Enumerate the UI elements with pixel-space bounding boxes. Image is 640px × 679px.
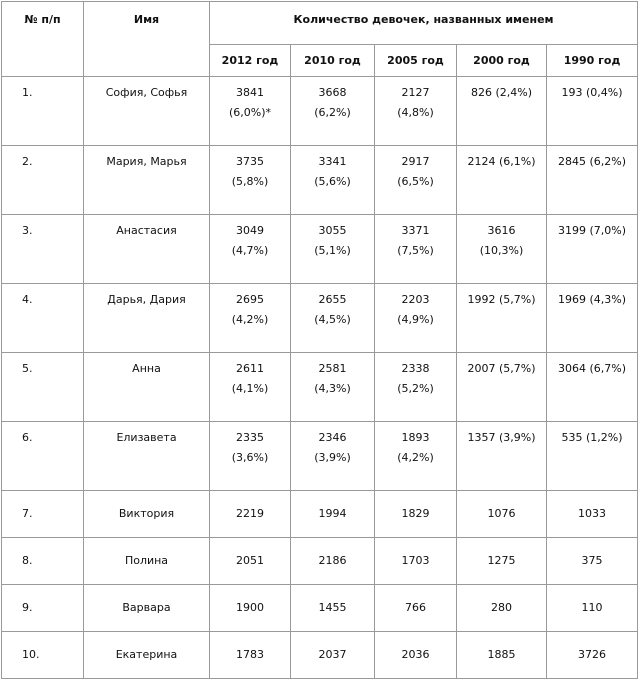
count-value: 2186 bbox=[318, 554, 347, 567]
count-cell bbox=[375, 585, 457, 632]
count-value: 2037 bbox=[318, 648, 347, 661]
count-cell bbox=[457, 353, 547, 422]
row-name: Дарья, Дария bbox=[84, 284, 210, 353]
count-cell bbox=[375, 632, 457, 679]
header-group: Количество девочек, названных именем bbox=[210, 2, 638, 45]
header-row-top bbox=[2, 2, 638, 45]
count-value: 2127 bbox=[401, 86, 430, 99]
row-number: 9. bbox=[2, 585, 84, 632]
count-value: 1357 (3,9%) bbox=[467, 431, 536, 444]
count-value: 2203 bbox=[401, 293, 430, 306]
count-cell bbox=[375, 146, 457, 215]
count-cell bbox=[291, 538, 375, 585]
count-value: (6,2%) bbox=[314, 106, 351, 119]
count-value: (3,6%) bbox=[231, 451, 269, 464]
count-value: (3,9%) bbox=[314, 451, 351, 464]
count-value: 2581 bbox=[318, 362, 347, 375]
count-value: 3616 bbox=[487, 224, 516, 237]
row-name: София, Софья bbox=[84, 77, 210, 146]
count-value: 1969 (4,3%) bbox=[558, 293, 627, 306]
count-value: 2611 bbox=[236, 362, 264, 375]
count-cell bbox=[547, 538, 638, 585]
count-value: 1885 bbox=[487, 648, 516, 661]
count-cell bbox=[291, 585, 375, 632]
row-number: 8. bbox=[2, 538, 84, 585]
table-row bbox=[2, 585, 638, 632]
count-value: (6,0%)* bbox=[228, 106, 272, 119]
count-value: 2845 (6,2%) bbox=[558, 155, 627, 168]
table-row bbox=[2, 77, 638, 146]
count-cell bbox=[457, 215, 547, 284]
count-cell bbox=[547, 146, 638, 215]
count-cell bbox=[375, 538, 457, 585]
count-cell bbox=[457, 632, 547, 679]
count-value: (4,7%) bbox=[231, 244, 269, 257]
header-num: № п/п bbox=[2, 2, 84, 77]
count-value: (4,8%) bbox=[397, 106, 434, 119]
count-cell bbox=[457, 585, 547, 632]
count-value: 3055 bbox=[318, 224, 347, 237]
count-value: 375 bbox=[581, 554, 603, 567]
count-value: 3049 bbox=[236, 224, 264, 237]
count-value: 1783 bbox=[236, 648, 264, 661]
count-cell bbox=[547, 422, 638, 491]
header-year: 2000 год bbox=[457, 45, 547, 77]
row-number: 10. bbox=[2, 632, 84, 679]
row-name: Екатерина bbox=[84, 632, 210, 679]
count-value: 280 bbox=[491, 601, 512, 614]
count-value: 1900 bbox=[236, 601, 264, 614]
count-value: 3668 bbox=[318, 86, 347, 99]
count-cell bbox=[210, 77, 291, 146]
row-number: 7. bbox=[2, 491, 84, 538]
count-value: (5,6%) bbox=[314, 175, 351, 188]
count-value: (4,2%) bbox=[231, 313, 269, 326]
count-value: (4,2%) bbox=[397, 451, 434, 464]
count-cell bbox=[457, 422, 547, 491]
count-value: 1455 bbox=[318, 601, 347, 614]
count-value: 110 bbox=[581, 601, 603, 614]
count-value: 3199 (7,0%) bbox=[558, 224, 627, 237]
count-cell bbox=[375, 491, 457, 538]
row-name: Мария, Марья bbox=[84, 146, 210, 215]
count-cell bbox=[547, 632, 638, 679]
count-cell bbox=[291, 77, 375, 146]
table-row bbox=[2, 353, 638, 422]
count-value: 3735 bbox=[236, 155, 264, 168]
count-cell bbox=[457, 146, 547, 215]
count-value: (7,5%) bbox=[397, 244, 434, 257]
count-value: 2219 bbox=[236, 507, 264, 520]
count-value: 766 bbox=[405, 601, 426, 614]
count-cell bbox=[547, 491, 638, 538]
row-name: Анастасия bbox=[84, 215, 210, 284]
count-cell bbox=[375, 422, 457, 491]
count-value: (4,3%) bbox=[314, 382, 351, 395]
count-value: 3841 bbox=[236, 86, 264, 99]
count-cell bbox=[291, 491, 375, 538]
count-cell bbox=[547, 284, 638, 353]
count-value: 3341 bbox=[318, 155, 347, 168]
count-cell bbox=[547, 215, 638, 284]
header-year: 2010 год bbox=[291, 45, 375, 77]
count-cell bbox=[291, 632, 375, 679]
count-value: 2036 bbox=[401, 648, 430, 661]
count-cell bbox=[547, 585, 638, 632]
row-name: Виктория bbox=[84, 491, 210, 538]
count-value: 2695 bbox=[236, 293, 264, 306]
count-value: 1076 bbox=[487, 507, 516, 520]
count-value: (4,1%) bbox=[231, 382, 269, 395]
count-value: 2051 bbox=[236, 554, 264, 567]
count-cell bbox=[210, 491, 291, 538]
row-number: 3. bbox=[2, 215, 84, 284]
count-cell bbox=[457, 284, 547, 353]
count-value: 3064 (6,7%) bbox=[558, 362, 627, 375]
table-row bbox=[2, 632, 638, 679]
row-number: 1. bbox=[2, 77, 84, 146]
count-value: 1893 bbox=[401, 431, 430, 444]
names-table bbox=[1, 1, 638, 679]
row-name: Анна bbox=[84, 353, 210, 422]
count-value: 193 (0,4%) bbox=[561, 86, 623, 99]
count-cell bbox=[210, 146, 291, 215]
row-number: 4. bbox=[2, 284, 84, 353]
count-value: (4,9%) bbox=[397, 313, 434, 326]
count-cell bbox=[291, 215, 375, 284]
table-row bbox=[2, 538, 638, 585]
count-cell bbox=[375, 353, 457, 422]
count-value: 3726 bbox=[578, 648, 607, 661]
count-value: 2655 bbox=[318, 293, 347, 306]
count-value: 2338 bbox=[401, 362, 430, 375]
row-name: Полина bbox=[84, 538, 210, 585]
count-cell bbox=[291, 146, 375, 215]
table-row bbox=[2, 491, 638, 538]
count-value: 2007 (5,7%) bbox=[467, 362, 536, 375]
count-cell bbox=[291, 422, 375, 491]
count-cell bbox=[375, 215, 457, 284]
table-row bbox=[2, 284, 638, 353]
count-cell bbox=[375, 284, 457, 353]
count-value: (5,2%) bbox=[397, 382, 434, 395]
row-name: Варвара bbox=[84, 585, 210, 632]
header-year: 2005 год bbox=[375, 45, 457, 77]
count-cell bbox=[457, 77, 547, 146]
count-cell bbox=[210, 422, 291, 491]
count-value: 1992 (5,7%) bbox=[467, 293, 536, 306]
row-number: 6. bbox=[2, 422, 84, 491]
count-value: 1703 bbox=[401, 554, 430, 567]
row-number: 5. bbox=[2, 353, 84, 422]
count-cell bbox=[547, 353, 638, 422]
count-value: 3371 bbox=[401, 224, 430, 237]
header-name: Имя bbox=[84, 2, 210, 77]
count-cell bbox=[210, 284, 291, 353]
count-value: 535 (1,2%) bbox=[561, 431, 623, 444]
count-value: 1033 bbox=[578, 507, 607, 520]
table-row bbox=[2, 215, 638, 284]
table-row bbox=[2, 422, 638, 491]
count-cell bbox=[457, 538, 547, 585]
count-cell bbox=[210, 538, 291, 585]
row-number: 2. bbox=[2, 146, 84, 215]
count-value: 1829 bbox=[401, 507, 430, 520]
count-value: (6,5%) bbox=[397, 175, 434, 188]
table-row bbox=[2, 146, 638, 215]
count-value: 1275 bbox=[487, 554, 516, 567]
count-cell bbox=[210, 632, 291, 679]
count-cell bbox=[210, 353, 291, 422]
count-cell bbox=[210, 215, 291, 284]
count-value: 2335 bbox=[236, 431, 264, 444]
count-value: (5,8%) bbox=[231, 175, 269, 188]
header-year: 1990 год bbox=[547, 45, 638, 77]
row-name: Елизавета bbox=[84, 422, 210, 491]
count-value: 826 (2,4%) bbox=[470, 86, 533, 99]
count-value: (5,1%) bbox=[314, 244, 351, 257]
count-value: (10,3%) bbox=[479, 244, 524, 257]
count-cell bbox=[375, 77, 457, 146]
count-cell bbox=[457, 491, 547, 538]
count-value: 2917 bbox=[401, 155, 430, 168]
count-value: (4,5%) bbox=[314, 313, 351, 326]
count-value: 1994 bbox=[318, 507, 347, 520]
count-cell bbox=[547, 77, 638, 146]
count-cell bbox=[291, 353, 375, 422]
count-value: 2124 (6,1%) bbox=[467, 155, 536, 168]
count-cell bbox=[291, 284, 375, 353]
table-body bbox=[2, 77, 638, 679]
count-value: 2346 bbox=[318, 431, 347, 444]
count-cell bbox=[210, 585, 291, 632]
header-year: 2012 год bbox=[210, 45, 291, 77]
